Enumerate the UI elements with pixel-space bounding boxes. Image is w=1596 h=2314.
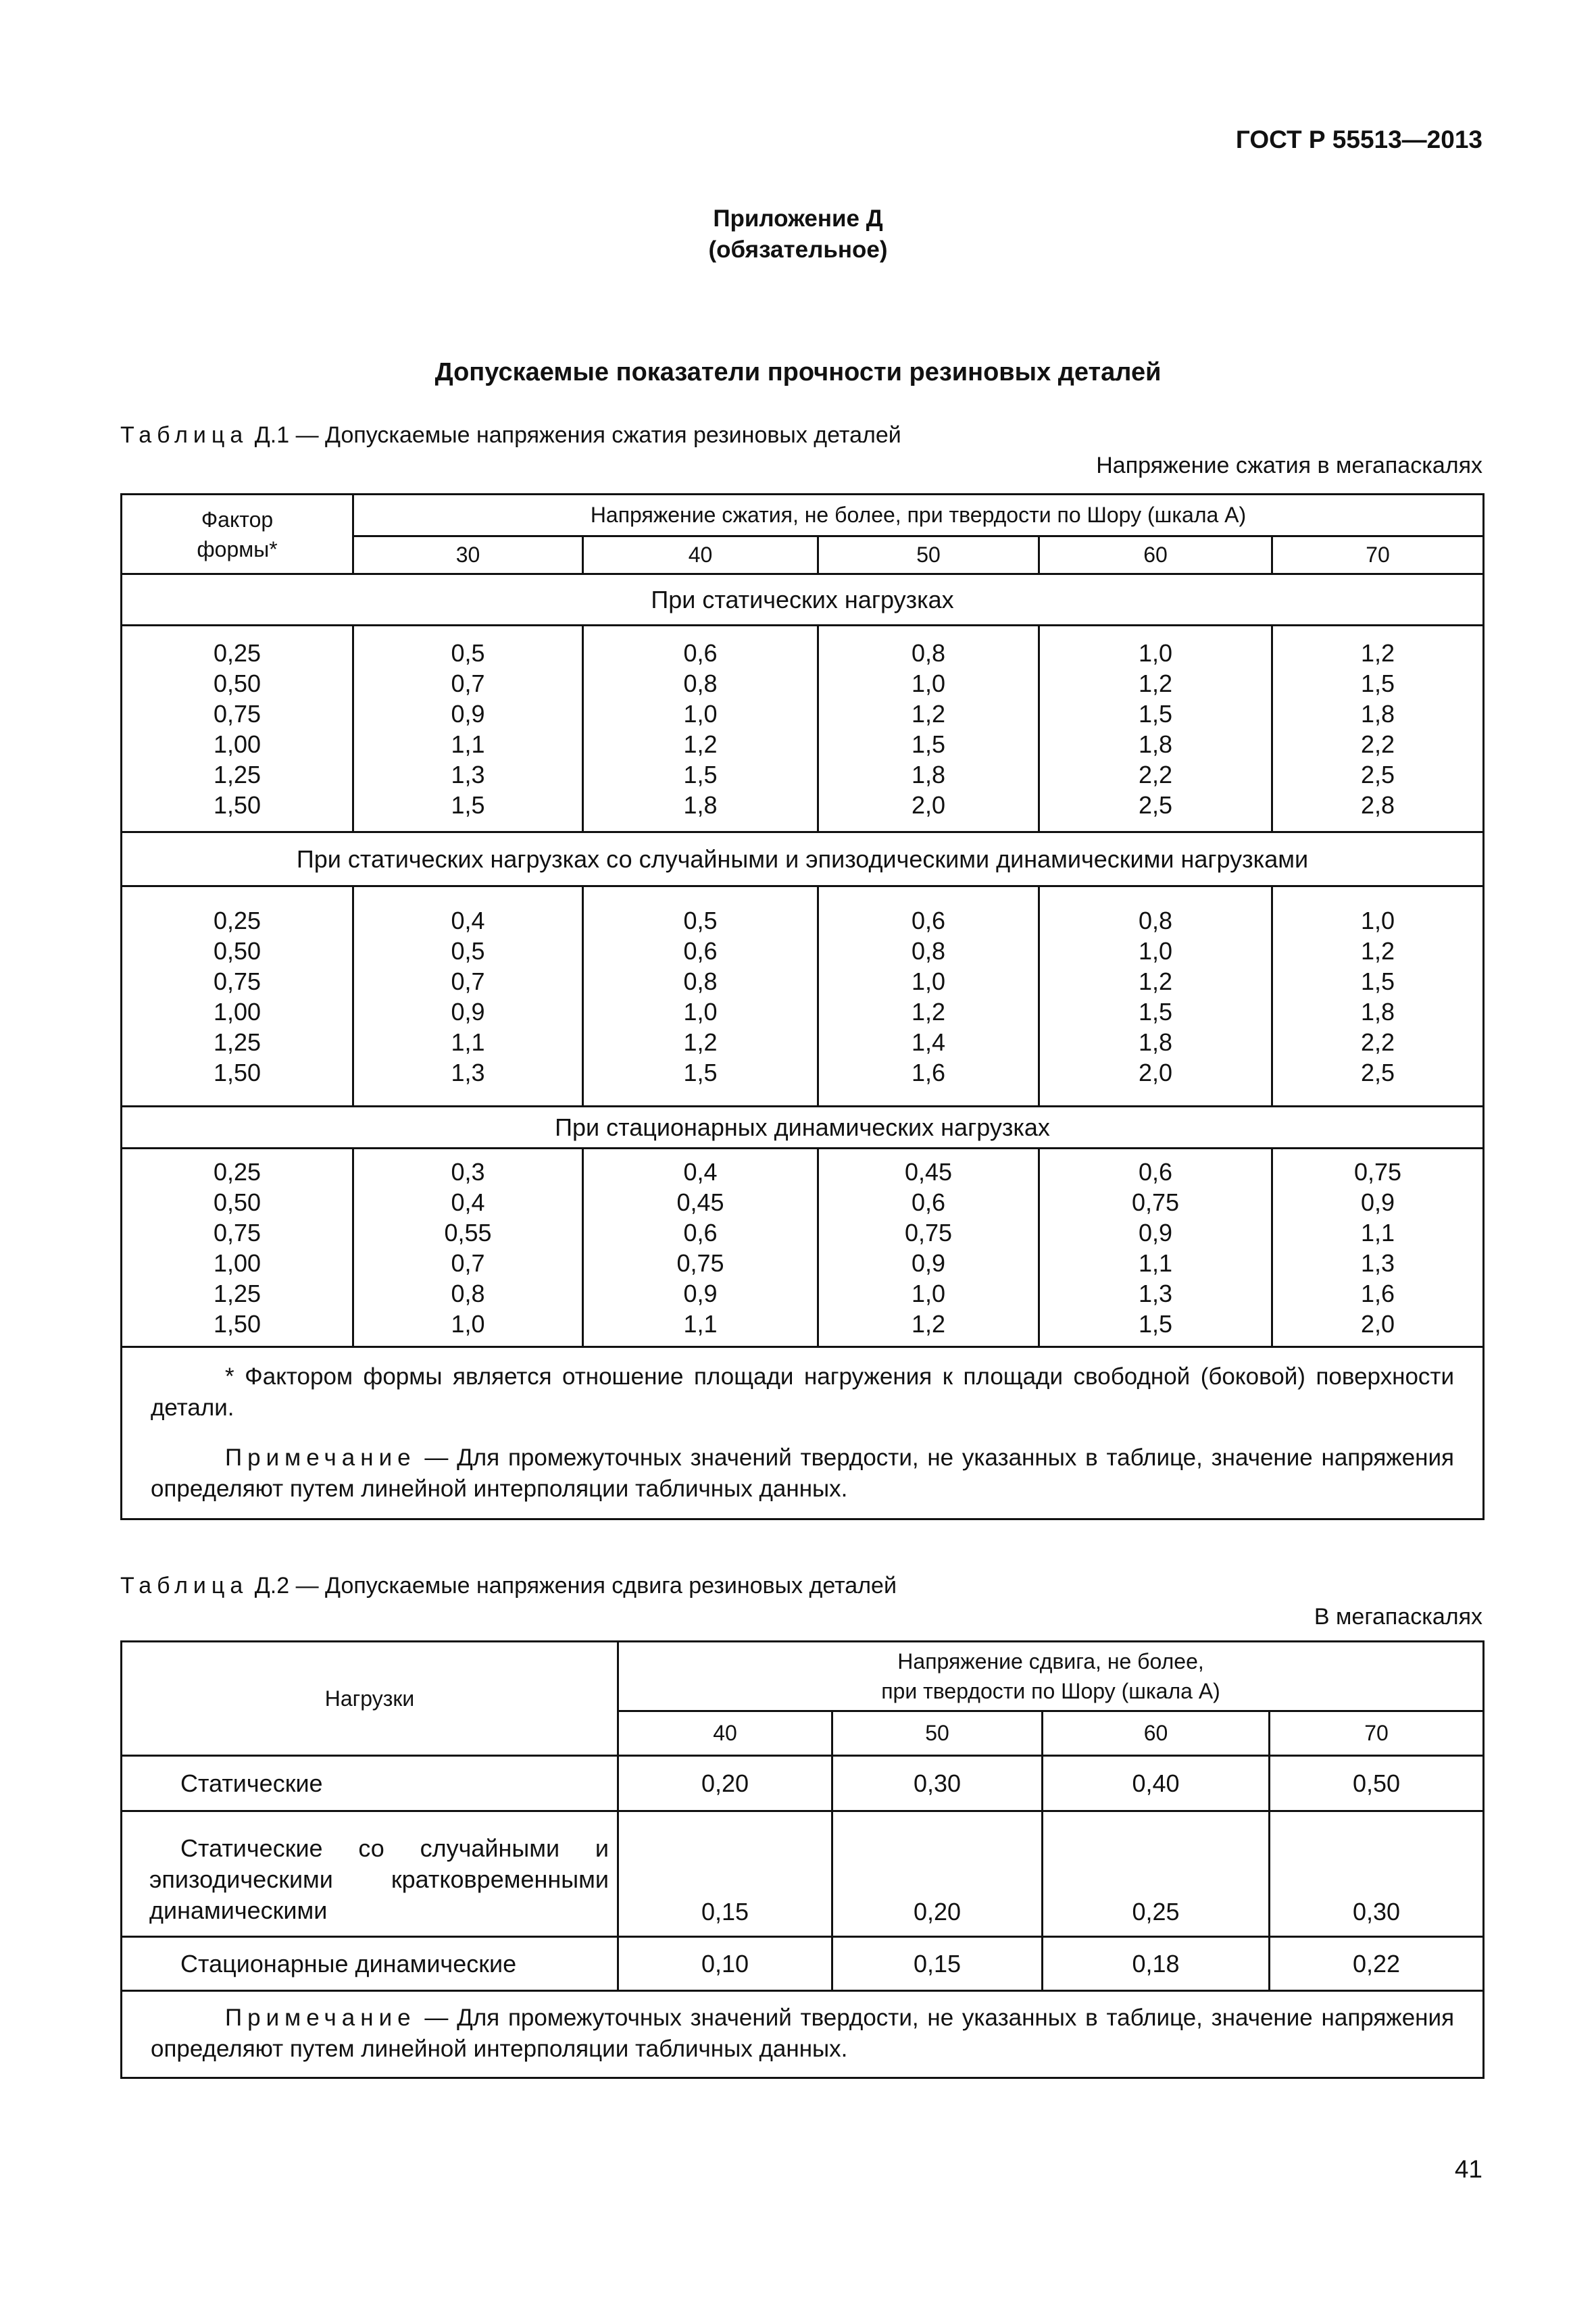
table2-hardness-50: 50 [832,1711,1043,1756]
table1-section-title: При стационарных динамических нагрузках [122,1107,1484,1149]
table2-note [122,1992,1482,2077]
table-row [122,1937,1484,1991]
appendix-status: (обязательное) [708,236,888,263]
table1-values-column: 0,3 0,4 0,55 0,7 0,8 1,0 [353,1149,583,1347]
table2-cell: 0,18 [1043,1937,1270,1991]
table2 [120,1640,1485,2079]
table2-caption [120,1573,897,1599]
table2-row-label-text: Статические со случайными и эпизодическими кратковременными динамическими [149,1834,609,1924]
table1-note-text: — Для промежуточных значений твердости, не указанных в таблице, значение напряжения определяют путем линейной интерполяции табличных данных. [151,1444,1454,1502]
table2-note-text: — Для промежуточных значений твердости, не указанных в таблице, значение напряжения определяют путем линейной интерполяции табличных данных. [151,2005,1455,2062]
appendix-title: Приложение Д [713,205,883,232]
table2-cell: 0,30 [1270,1811,1484,1937]
table1-values-column: 0,75 0,9 1,1 1,3 1,6 2,0 [1272,1149,1484,1347]
table2-row-label: Стационарные динамические [122,1937,618,1991]
table2-loads-header: Нагрузки [122,1642,618,1756]
table2-unit: В мегапаскалях [1314,1604,1482,1630]
table1-group-header: Напряжение сжатия, не более, при твердости по Шору (шкала А) [353,495,1484,536]
table1-hardness-30: 30 [353,536,583,574]
table2-cell: 0,20 [618,1756,832,1811]
table2-cell: 0,20 [832,1811,1043,1937]
table2-cell: 0,30 [832,1756,1043,1811]
table1-unit: Напряжение сжатия в мегапаскалях [1096,453,1482,478]
table1-factor-header-line: формы* [197,536,278,561]
table1-values-column: 0,5 0,7 0,9 1,1 1,3 1,5 [353,626,583,832]
table1-caption [120,422,901,449]
table2-row-label [122,1811,618,1937]
page-number: 41 [1454,2155,1482,2183]
table2-caption-text: Д.2 — Допускаемые напряжения сдвига резиновых деталей [254,1573,897,1599]
table1-values-column: 1,0 1,2 1,5 1,8 2,2 2,5 [1272,886,1484,1107]
table1-values-column: 0,6 0,8 1,0 1,2 1,4 1,6 [818,886,1039,1107]
table2-cell: 0,40 [1043,1756,1270,1811]
table2-cell: 0,22 [1270,1937,1484,1991]
table2-cell: 0,10 [618,1937,832,1991]
table2-row-label: Статические [122,1756,618,1811]
section-title: Допускаемые показатели прочности резиновых деталей [434,358,1162,386]
table1-values-column: 0,8 1,0 1,2 1,5 1,8 2,0 [818,626,1039,832]
table1-values-column: 0,4 0,5 0,7 0,9 1,1 1,3 [353,886,583,1107]
table1-section-title: При статических нагрузках [122,574,1484,626]
table2-cell: 0,15 [618,1811,832,1937]
table2-cell: 0,50 [1270,1756,1484,1811]
table1-factor-column: 0,25 0,50 0,75 1,00 1,25 1,50 [122,626,353,832]
table2-hardness-60: 60 [1043,1711,1270,1756]
table2-cell: 0,25 [1043,1811,1270,1937]
table2-caption-label: Таблица [120,1573,249,1599]
table1-hardness-60: 60 [1039,536,1272,574]
table1-values-column: 0,6 0,75 0,9 1,1 1,3 1,5 [1039,1149,1272,1347]
table1-values-column: 0,4 0,45 0,6 0,75 0,9 1,1 [583,1149,818,1347]
table-row [122,1811,1484,1937]
table1-values-column: 0,8 1,0 1,2 1,5 1,8 2,0 [1039,886,1272,1107]
table1 [120,493,1485,1520]
table1-hardness-50: 50 [818,536,1039,574]
table1-values-column: 0,45 0,6 0,75 0,9 1,0 1,2 [818,1149,1039,1347]
table-row [122,1756,1484,1811]
table2-note-label: Примечание [225,2005,416,2031]
table2-notes [122,1991,1484,2078]
table2-cell: 0,15 [832,1937,1043,1991]
table1-caption-text: Д.1 — Допускаемые напряжения сжатия резиновых деталей [254,422,901,448]
table1-note-label: Примечание [225,1444,416,1471]
table2-hardness-70: 70 [1270,1711,1484,1756]
table1-hardness-40: 40 [583,536,818,574]
table1-factor-column: 0,25 0,50 0,75 1,00 1,25 1,50 [122,886,353,1107]
table2-hardness-40: 40 [618,1711,832,1756]
table1-hardness-70: 70 [1272,536,1484,574]
table2-group-header: Напряжение сдвига, не более, при твердости по Шору (шкала А) [618,1642,1484,1711]
table1-values-column: 0,5 0,6 0,8 1,0 1,2 1,5 [583,886,818,1107]
table1-note [122,1430,1482,1518]
table1-footnote: * Фактором формы является отношение площади нагружения к площади свободной (боковой) поверхности детали. [151,1363,1454,1421]
table1-values-column: 1,0 1,2 1,5 1,8 2,2 2,5 [1039,626,1272,832]
table1-factor-column: 0,25 0,50 0,75 1,00 1,25 1,50 [122,1149,353,1347]
table1-section-title: При статических нагрузках со случайными и эпизодическими динамическими нагрузками [122,832,1484,886]
document-id: ГОСТ Р 55513—2013 [1235,126,1482,153]
table1-notes [122,1347,1484,1519]
table1-values-column: 0,6 0,8 1,0 1,2 1,5 1,8 [583,626,818,832]
table1-factor-header-line: Фактор [201,507,274,532]
table1-values-column: 1,2 1,5 1,8 2,2 2,5 2,8 [1272,626,1484,832]
table1-caption-label: Таблица [120,422,249,448]
table1-factor-header [122,495,353,574]
